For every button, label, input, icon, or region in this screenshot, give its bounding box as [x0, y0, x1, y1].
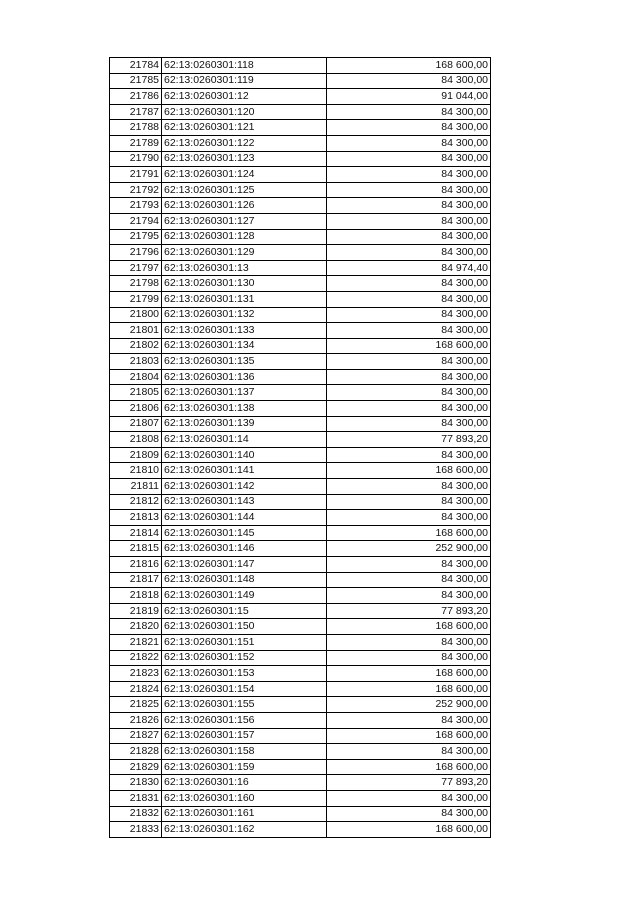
cadastral-number-cell: 62:13:0260301:153	[162, 666, 327, 682]
table-row	[110, 572, 491, 588]
cadastral-value-cell: 84 300,00	[327, 354, 491, 370]
cadastral-value-cell: 168 600,00	[327, 728, 491, 744]
cadastral-number-cell: 62:13:0260301:161	[162, 806, 327, 822]
cadastral-value-cell: 84 300,00	[327, 73, 491, 89]
row-number-cell: 21807	[110, 416, 162, 432]
table-row	[110, 229, 491, 245]
cadastral-number-cell: 62:13:0260301:12	[162, 89, 327, 105]
row-number-cell: 21792	[110, 182, 162, 198]
row-number-cell: 21797	[110, 260, 162, 276]
cadastral-number-cell: 62:13:0260301:138	[162, 401, 327, 417]
cadastral-value-cell: 168 600,00	[327, 759, 491, 775]
table-row	[110, 588, 491, 604]
row-number-cell: 21802	[110, 338, 162, 354]
table-row	[110, 494, 491, 510]
row-number-cell: 21814	[110, 525, 162, 541]
row-number-cell: 21803	[110, 354, 162, 370]
cadastral-value-table	[109, 57, 491, 838]
cadastral-value-cell: 84 300,00	[327, 712, 491, 728]
cadastral-value-cell: 84 300,00	[327, 790, 491, 806]
row-number-cell: 21805	[110, 385, 162, 401]
table-row	[110, 276, 491, 292]
table-row	[110, 120, 491, 136]
row-number-cell: 21794	[110, 213, 162, 229]
table-row	[110, 89, 491, 105]
table-row	[110, 759, 491, 775]
cadastral-value-cell: 168 600,00	[327, 525, 491, 541]
cadastral-number-cell: 62:13:0260301:130	[162, 276, 327, 292]
cadastral-number-cell: 62:13:0260301:134	[162, 338, 327, 354]
table-row	[110, 681, 491, 697]
cadastral-number-cell: 62:13:0260301:147	[162, 557, 327, 573]
cadastral-number-cell: 62:13:0260301:14	[162, 432, 327, 448]
cadastral-number-cell: 62:13:0260301:143	[162, 494, 327, 510]
row-number-cell: 21829	[110, 759, 162, 775]
table-row	[110, 213, 491, 229]
cadastral-number-cell: 62:13:0260301:129	[162, 245, 327, 261]
table-row	[110, 447, 491, 463]
cadastral-number-cell: 62:13:0260301:158	[162, 744, 327, 760]
cadastral-number-cell: 62:13:0260301:131	[162, 291, 327, 307]
cadastral-value-cell: 84 300,00	[327, 198, 491, 214]
row-number-cell: 21823	[110, 666, 162, 682]
cadastral-number-cell: 62:13:0260301:146	[162, 541, 327, 557]
cadastral-value-cell: 168 600,00	[327, 666, 491, 682]
table-row	[110, 728, 491, 744]
cadastral-number-cell: 62:13:0260301:137	[162, 385, 327, 401]
row-number-cell: 21832	[110, 806, 162, 822]
cadastral-number-cell: 62:13:0260301:152	[162, 650, 327, 666]
row-number-cell: 21824	[110, 681, 162, 697]
table-row	[110, 260, 491, 276]
row-number-cell: 21830	[110, 775, 162, 791]
cadastral-number-cell: 62:13:0260301:132	[162, 307, 327, 323]
table-row	[110, 369, 491, 385]
cadastral-value-cell: 168 600,00	[327, 822, 491, 838]
row-number-cell: 21833	[110, 822, 162, 838]
table-row	[110, 307, 491, 323]
cadastral-value-cell: 84 300,00	[327, 510, 491, 526]
row-number-cell: 21813	[110, 510, 162, 526]
cadastral-number-cell: 62:13:0260301:155	[162, 697, 327, 713]
row-number-cell: 21828	[110, 744, 162, 760]
table-row	[110, 182, 491, 198]
table-row	[110, 557, 491, 573]
cadastral-value-cell: 84 300,00	[327, 323, 491, 339]
table-row	[110, 401, 491, 417]
table-row	[110, 73, 491, 89]
cadastral-number-cell: 62:13:0260301:123	[162, 151, 327, 167]
cadastral-number-cell: 62:13:0260301:154	[162, 681, 327, 697]
row-number-cell: 21788	[110, 120, 162, 136]
cadastral-value-cell: 84 300,00	[327, 182, 491, 198]
cadastral-value-cell: 77 893,20	[327, 603, 491, 619]
cadastral-value-cell: 252 900,00	[327, 697, 491, 713]
cadastral-number-cell: 62:13:0260301:124	[162, 167, 327, 183]
cadastral-number-cell: 62:13:0260301:156	[162, 712, 327, 728]
cadastral-number-cell: 62:13:0260301:144	[162, 510, 327, 526]
row-number-cell: 21815	[110, 541, 162, 557]
row-number-cell: 21818	[110, 588, 162, 604]
cadastral-value-cell: 77 893,20	[327, 775, 491, 791]
cadastral-value-cell: 84 300,00	[327, 104, 491, 120]
row-number-cell: 21796	[110, 245, 162, 261]
cadastral-number-cell: 62:13:0260301:15	[162, 603, 327, 619]
cadastral-value-cell: 84 300,00	[327, 167, 491, 183]
table-row	[110, 198, 491, 214]
table-row	[110, 167, 491, 183]
table-row	[110, 416, 491, 432]
cadastral-number-cell: 62:13:0260301:16	[162, 775, 327, 791]
cadastral-number-cell: 62:13:0260301:140	[162, 447, 327, 463]
cadastral-value-cell: 84 300,00	[327, 291, 491, 307]
row-number-cell: 21793	[110, 198, 162, 214]
cadastral-number-cell: 62:13:0260301:122	[162, 135, 327, 151]
cadastral-number-cell: 62:13:0260301:13	[162, 260, 327, 276]
table-body	[110, 58, 491, 838]
table-row	[110, 58, 491, 74]
row-number-cell: 21810	[110, 463, 162, 479]
cadastral-value-cell: 84 300,00	[327, 447, 491, 463]
cadastral-number-cell: 62:13:0260301:157	[162, 728, 327, 744]
cadastral-value-cell: 84 300,00	[327, 120, 491, 136]
cadastral-value-cell: 84 300,00	[327, 416, 491, 432]
cadastral-number-cell: 62:13:0260301:160	[162, 790, 327, 806]
row-number-cell: 21820	[110, 619, 162, 635]
table-row	[110, 775, 491, 791]
table-row	[110, 432, 491, 448]
table-row	[110, 338, 491, 354]
row-number-cell: 21808	[110, 432, 162, 448]
cadastral-value-cell: 84 300,00	[327, 213, 491, 229]
row-number-cell: 21811	[110, 479, 162, 495]
table-row	[110, 245, 491, 261]
cadastral-number-cell: 62:13:0260301:128	[162, 229, 327, 245]
table-row	[110, 666, 491, 682]
table-row	[110, 525, 491, 541]
row-number-cell: 21817	[110, 572, 162, 588]
table-row	[110, 603, 491, 619]
cadastral-value-cell: 84 300,00	[327, 806, 491, 822]
row-number-cell: 21799	[110, 291, 162, 307]
row-number-cell: 21825	[110, 697, 162, 713]
table-row	[110, 712, 491, 728]
row-number-cell: 21826	[110, 712, 162, 728]
row-number-cell: 21787	[110, 104, 162, 120]
row-number-cell: 21809	[110, 447, 162, 463]
row-number-cell: 21821	[110, 634, 162, 650]
cadastral-value-cell: 77 893,20	[327, 432, 491, 448]
row-number-cell: 21827	[110, 728, 162, 744]
row-number-cell: 21786	[110, 89, 162, 105]
cadastral-value-cell: 84 300,00	[327, 276, 491, 292]
cadastral-value-cell: 84 300,00	[327, 479, 491, 495]
cadastral-number-cell: 62:13:0260301:141	[162, 463, 327, 479]
cadastral-value-cell: 84 300,00	[327, 744, 491, 760]
cadastral-value-cell: 168 600,00	[327, 681, 491, 697]
row-number-cell: 21801	[110, 323, 162, 339]
cadastral-number-cell: 62:13:0260301:120	[162, 104, 327, 120]
table-row	[110, 385, 491, 401]
row-number-cell: 21822	[110, 650, 162, 666]
table-row	[110, 479, 491, 495]
row-number-cell: 21789	[110, 135, 162, 151]
table-row	[110, 151, 491, 167]
cadastral-number-cell: 62:13:0260301:118	[162, 58, 327, 74]
table-row	[110, 790, 491, 806]
cadastral-number-cell: 62:13:0260301:139	[162, 416, 327, 432]
cadastral-value-cell: 168 600,00	[327, 58, 491, 74]
cadastral-value-cell: 84 300,00	[327, 650, 491, 666]
table-row	[110, 822, 491, 838]
cadastral-number-cell: 62:13:0260301:148	[162, 572, 327, 588]
cadastral-number-cell: 62:13:0260301:135	[162, 354, 327, 370]
cadastral-number-cell: 62:13:0260301:142	[162, 479, 327, 495]
cadastral-value-cell: 84 300,00	[327, 385, 491, 401]
cadastral-number-cell: 62:13:0260301:126	[162, 198, 327, 214]
cadastral-value-cell: 84 300,00	[327, 572, 491, 588]
cadastral-number-cell: 62:13:0260301:119	[162, 73, 327, 89]
table-row	[110, 323, 491, 339]
row-number-cell: 21798	[110, 276, 162, 292]
cadastral-value-cell: 252 900,00	[327, 541, 491, 557]
table-row	[110, 291, 491, 307]
row-number-cell: 21804	[110, 369, 162, 385]
cadastral-number-cell: 62:13:0260301:125	[162, 182, 327, 198]
row-number-cell: 21785	[110, 73, 162, 89]
table-row	[110, 463, 491, 479]
cadastral-number-cell: 62:13:0260301:127	[162, 213, 327, 229]
table-row	[110, 354, 491, 370]
cadastral-value-cell: 168 600,00	[327, 338, 491, 354]
cadastral-value-cell: 168 600,00	[327, 463, 491, 479]
table-row	[110, 541, 491, 557]
row-number-cell: 21806	[110, 401, 162, 417]
row-number-cell: 21795	[110, 229, 162, 245]
cadastral-number-cell: 62:13:0260301:159	[162, 759, 327, 775]
cadastral-value-cell: 168 600,00	[327, 619, 491, 635]
cadastral-number-cell: 62:13:0260301:162	[162, 822, 327, 838]
row-number-cell: 21812	[110, 494, 162, 510]
cadastral-value-cell: 84 300,00	[327, 588, 491, 604]
cadastral-number-cell: 62:13:0260301:145	[162, 525, 327, 541]
cadastral-number-cell: 62:13:0260301:149	[162, 588, 327, 604]
table-row	[110, 806, 491, 822]
cadastral-value-cell: 91 044,00	[327, 89, 491, 105]
row-number-cell: 21800	[110, 307, 162, 323]
cadastral-value-cell: 84 300,00	[327, 229, 491, 245]
row-number-cell: 21784	[110, 58, 162, 74]
cadastral-number-cell: 62:13:0260301:150	[162, 619, 327, 635]
table-row	[110, 744, 491, 760]
table-row	[110, 135, 491, 151]
row-number-cell: 21819	[110, 603, 162, 619]
row-number-cell: 21790	[110, 151, 162, 167]
cadastral-value-cell: 84 300,00	[327, 151, 491, 167]
table-row	[110, 510, 491, 526]
cadastral-value-cell: 84 974,40	[327, 260, 491, 276]
cadastral-number-cell: 62:13:0260301:121	[162, 120, 327, 136]
cadastral-number-cell: 62:13:0260301:136	[162, 369, 327, 385]
cadastral-value-cell: 84 300,00	[327, 557, 491, 573]
table-row	[110, 634, 491, 650]
cadastral-number-cell: 62:13:0260301:151	[162, 634, 327, 650]
cadastral-value-cell: 84 300,00	[327, 307, 491, 323]
table-row	[110, 697, 491, 713]
table-row	[110, 650, 491, 666]
cadastral-value-cell: 84 300,00	[327, 369, 491, 385]
table-row	[110, 104, 491, 120]
row-number-cell: 21831	[110, 790, 162, 806]
cadastral-number-cell: 62:13:0260301:133	[162, 323, 327, 339]
cadastral-value-cell: 84 300,00	[327, 245, 491, 261]
cadastral-value-cell: 84 300,00	[327, 401, 491, 417]
row-number-cell: 21816	[110, 557, 162, 573]
table-container	[109, 57, 491, 838]
cadastral-value-cell: 84 300,00	[327, 634, 491, 650]
table-row	[110, 619, 491, 635]
cadastral-value-cell: 84 300,00	[327, 135, 491, 151]
row-number-cell: 21791	[110, 167, 162, 183]
cadastral-value-cell: 84 300,00	[327, 494, 491, 510]
